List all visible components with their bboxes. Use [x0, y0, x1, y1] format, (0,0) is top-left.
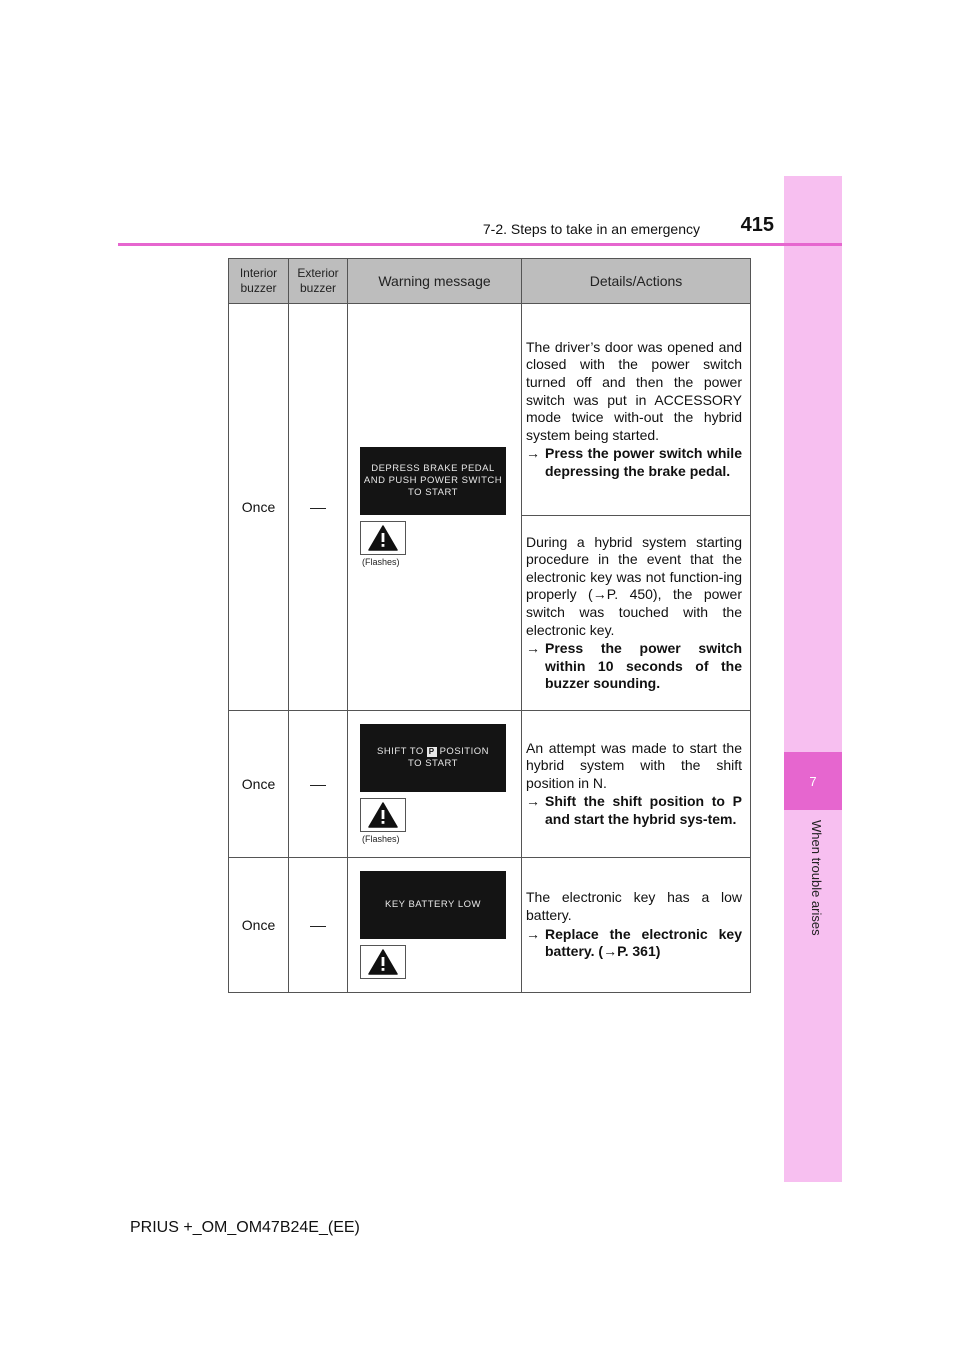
- warning-message-cell: [348, 711, 522, 858]
- screen-line: AND PUSH POWER SWITCH: [363, 475, 503, 486]
- screen-line: KEY BATTERY LOW: [384, 899, 482, 910]
- col-header-warning-message: Warning message: [348, 259, 522, 304]
- side-chapter-tab: [784, 176, 842, 1182]
- screen-line: DEPRESS BRAKE PEDAL: [371, 463, 495, 474]
- action-text: Press the power switch within 10 seconds of the buzzer sounding.: [545, 640, 742, 692]
- interior-buzzer-header: Interior buzzer: [239, 266, 278, 295]
- flashes-label: (Flashes): [362, 557, 400, 567]
- warning-triangle-icon: [368, 525, 398, 551]
- details-cell: [522, 711, 751, 858]
- header-rule: [118, 243, 842, 246]
- warning-message-cell: [348, 304, 522, 711]
- exterior-buzzer-header: Exterior buzzer: [297, 266, 339, 295]
- exterior-buzzer-cell: [289, 711, 348, 858]
- warning-triangle-icon: [368, 802, 398, 828]
- arrow-icon: →: [526, 793, 540, 810]
- action-item: [526, 793, 742, 828]
- exterior-buzzer-cell: [289, 304, 348, 711]
- details-cell: [522, 858, 751, 993]
- p-position-badge: P: [428, 747, 435, 756]
- col-header-interior-buzzer: [229, 259, 289, 304]
- arrow-icon: →: [526, 640, 540, 657]
- details-text: The electronic key has a low battery.: [526, 889, 742, 923]
- screen-line-group: [377, 746, 489, 758]
- warning-triangle-icon: [368, 949, 398, 975]
- display-screen-brake: [360, 447, 506, 515]
- arrow-icon: →: [526, 445, 540, 462]
- chapter-number: 7: [809, 773, 817, 789]
- warning-light-box: [360, 945, 406, 979]
- action-text: Shift the shift position to P and start the hybrid sys-tem.: [545, 793, 742, 827]
- chapter-label: When trouble arises: [809, 820, 824, 936]
- screen-line: TO START: [408, 758, 458, 769]
- details-text: During a hybrid system starting procedure in the event that the electronic key was not function-ing properly (→P. 450), the power switch was touched with the electronic key.: [526, 533, 742, 638]
- chapter-number-tab: [784, 752, 842, 810]
- action-item: [526, 445, 742, 480]
- exterior-buzzer-cell: [289, 858, 348, 993]
- display-screen-key-battery: [360, 871, 506, 939]
- action-text: Press the power switch while depressing the brake pedal.: [545, 445, 742, 480]
- document-code: PRIUS +_OM_OM47B24E_(EE): [130, 1219, 360, 1236]
- screen-line: TO START: [408, 487, 458, 498]
- interior-buzzer-cell: Once: [229, 858, 289, 993]
- interior-buzzer-cell: Once: [229, 304, 289, 711]
- table-row: [229, 304, 751, 516]
- interior-buzzer-cell: Once: [229, 711, 289, 858]
- flashes-label: (Flashes): [362, 834, 400, 844]
- details-cell: [522, 304, 751, 516]
- details-text: An attempt was made to start the hybrid system with the shift position in N.: [526, 739, 742, 791]
- screen-line: SHIFT TO: [376, 746, 424, 757]
- warning-message-cell: [348, 858, 522, 993]
- warning-light-box: [360, 798, 406, 832]
- warning-light-box: [360, 521, 406, 555]
- action-item: [526, 640, 742, 693]
- details-cell: [522, 516, 751, 711]
- display-screen-shift: [360, 724, 506, 792]
- section-title: 7-2. Steps to take in an emergency: [482, 221, 700, 237]
- table-row: [229, 858, 751, 993]
- col-header-exterior-buzzer: [289, 259, 348, 304]
- dash-mark: [310, 926, 326, 927]
- action-text: Replace the electronic key battery. (→P. 361): [545, 925, 742, 960]
- arrow-icon: →: [526, 925, 540, 942]
- dash-mark: [310, 785, 326, 786]
- col-header-details: Details/Actions: [522, 259, 751, 304]
- page-number: 415: [740, 214, 774, 236]
- action-item: [526, 926, 742, 961]
- table-row: [229, 711, 751, 858]
- screen-line: POSITION: [439, 746, 489, 757]
- warning-table: [228, 258, 751, 993]
- dash-mark: [310, 508, 326, 509]
- table-header-row: [229, 259, 751, 304]
- details-text: The driver’s door was opened and closed with the power switch turned off and then the power switch was put in ACCESSORY mode twice with-out the hybrid system being started.: [526, 338, 742, 443]
